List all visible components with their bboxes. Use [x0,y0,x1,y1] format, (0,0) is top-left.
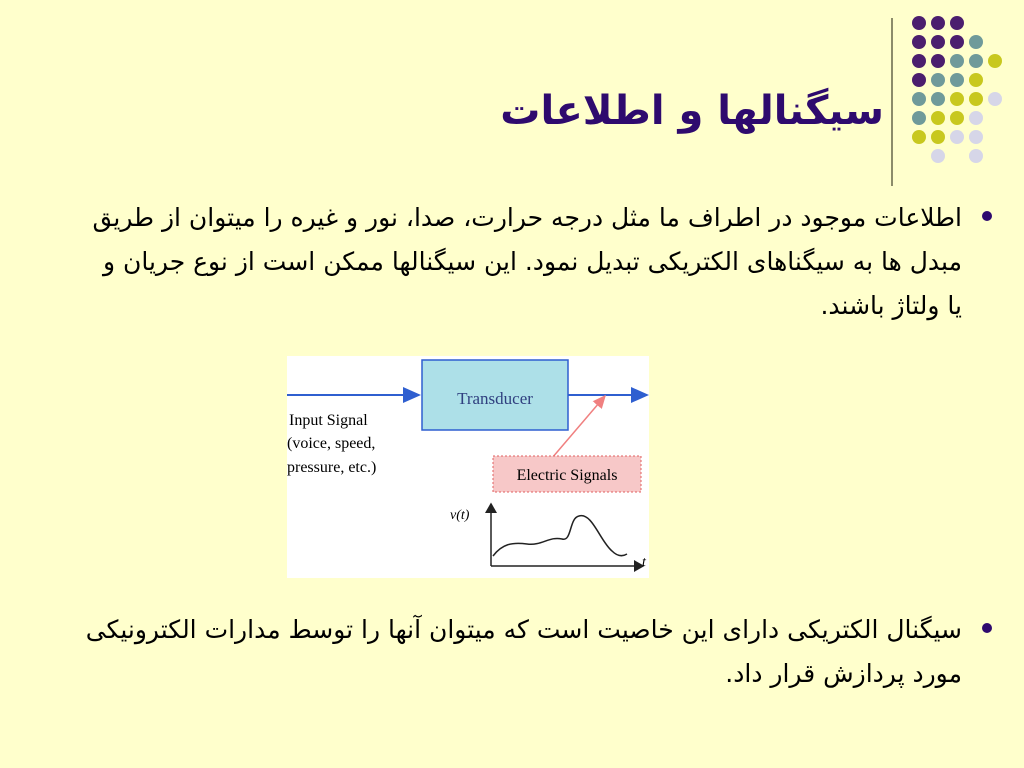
dot [912,111,926,125]
dot [950,111,964,125]
dot [988,54,1002,68]
dot [988,92,1002,106]
dot [931,54,945,68]
dot [969,111,983,125]
dot [950,16,964,30]
dot [969,130,983,144]
dot [912,54,926,68]
dot [931,16,945,30]
dot [950,130,964,144]
title-divider-line [891,18,893,186]
slide-title: سیگنالها و اطلاعات [500,88,884,134]
dot [950,92,964,106]
input-label-line2: (voice, speed, [287,435,376,452]
dot [969,149,983,163]
dot [931,130,945,144]
bullet-icon [982,623,992,633]
dot [931,149,945,163]
dot [931,111,945,125]
vt-axis-label: v(t) [450,508,470,523]
dot [912,130,926,144]
transducer-label: Transducer [457,389,533,408]
dot [931,92,945,106]
transducer-figure [287,356,649,578]
dot [912,35,926,49]
dot [969,35,983,49]
dot [931,35,945,49]
dot [950,54,964,68]
t-axis-label: t [642,555,646,570]
dot [912,16,926,30]
dot [969,54,983,68]
signal-curve [493,516,627,556]
bullet-item-2 [82,608,962,696]
dot [969,92,983,106]
input-label-line1: Input Signal [289,412,368,429]
dot [969,73,983,87]
bullet-text-1: اطلاعات موجود در اطراف ما مثل درجه حرارت، صدا، نور و غیره را میتوان از طریق مبدل ها به سیگناهای الکتریکی تبدیل نمود. این سیگنالها ممکن است از نوع جریان و یا ولتاژ باشند. [92,203,962,320]
dot [912,92,926,106]
dot [931,73,945,87]
input-label-line3: pressure, etc.) [287,459,377,476]
bullet-icon [982,211,992,221]
bullet-text-2: سیگنال الکتریکی دارای این خاصیت است که میتوان آنها را توسط مدارات الکترونیکی مورد پردازش قرار داد. [85,615,962,688]
bullet-item-1 [82,196,962,328]
dot [950,73,964,87]
dot [950,35,964,49]
electric-signals-label: Electric Signals [516,467,618,484]
dot [912,73,926,87]
